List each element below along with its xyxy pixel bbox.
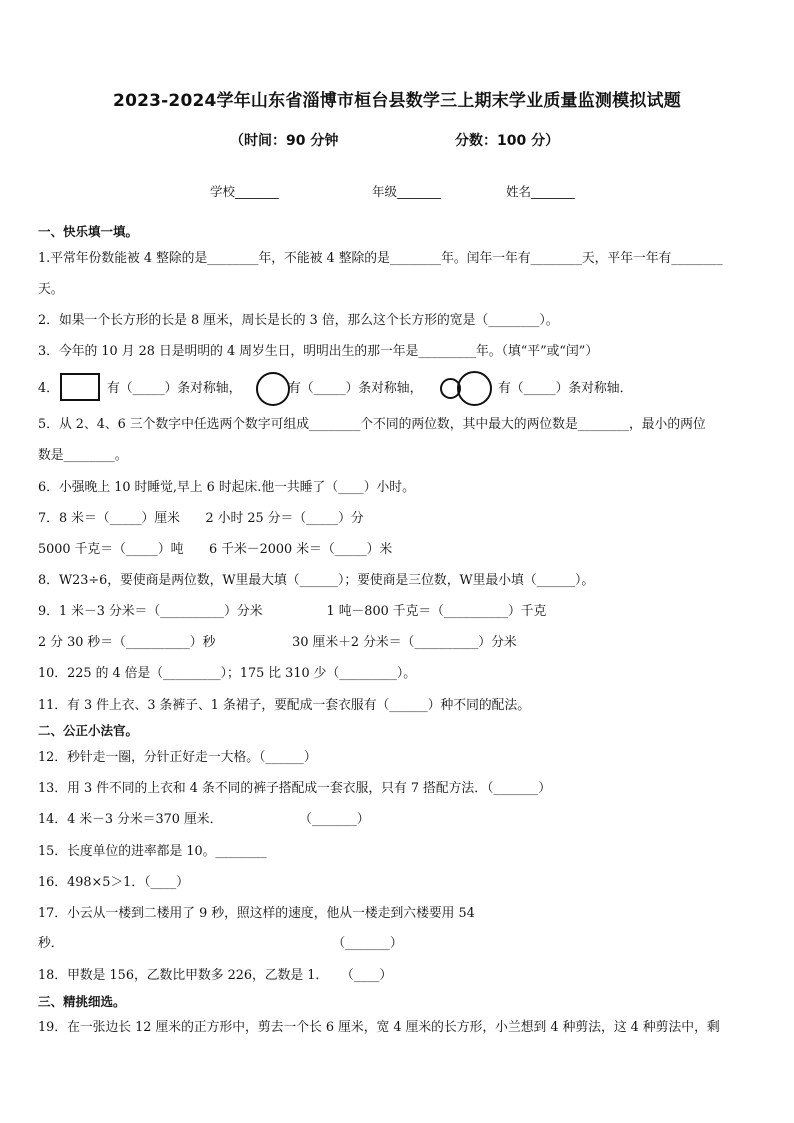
question-2: 2．如果一个长方形的长是 8 厘米，周长是长的 3 倍，那么这个长方形的宽是（________）。: [38, 313, 559, 328]
question-4-number: 4．: [38, 381, 59, 396]
question-19: 19．在一张边长 12 厘米的正方形中，剪去一个长 6 厘米，宽 4 厘米的长方形，小兰想到 4 种剪法，这 4 种剪法中，剩: [38, 1020, 720, 1035]
question-5: 5．从 2、4、6 三个数字中任选两个数字可组成________个不同的两位数，其中最大的两位数是________，最小的两位: [38, 417, 706, 432]
circle-figure: [256, 372, 290, 406]
question-5-cont: 数是________。: [38, 448, 128, 463]
question-13: 13．用 3 件不同的上衣和 4 条不同的裤子搭配成一套衣服，只有 7 搭配方法．（_______）: [38, 781, 552, 796]
question-1-cont: 天。: [38, 282, 64, 297]
question-7: 7．8 米＝（_____）厘米 2 小时 25 分＝（_____）分: [38, 511, 364, 526]
school-field[interactable]: 学校_______: [210, 184, 279, 199]
question-9: 9．1 米－3 分米＝（__________）分米 1 吨－800 千克＝（__________）千克: [38, 604, 547, 619]
question-15: 15．长度单位的进率都是 10。________: [38, 844, 267, 859]
section-heading-3: 三、精挑细选。: [38, 994, 126, 1009]
question-14: 14．4 米－3 分米＝370 厘米． （_______）: [38, 812, 370, 827]
question-7-cont: 5000 千克＝（_____）吨 6 千米－2000 米＝（_____）米: [38, 542, 393, 557]
section-heading-2: 二、公正小法官。: [38, 723, 139, 738]
question-1: 1.平常年份数能被 4 整除的是________年，不能被 4 整除的是________年。闰年一年有________天，平年一年有________: [38, 251, 723, 266]
question-8: 8．W23÷6，要使商是两位数，W里最大填（______）；要使商是三位数，W里最小填（______）。: [38, 573, 595, 588]
question-6: 6．小强晚上 10 时睡觉,早上 6 时起床.他一共睡了（____）小时。: [38, 480, 415, 495]
page-title: 2023-2024学年山东省淄博市桓台县数学三上期末学业质量监测模拟试题: [113, 91, 681, 111]
question-17: 17．小云从一楼到二楼用了 9 秒，照这样的速度，他从一楼走到六楼要用 54: [38, 906, 475, 921]
question-3: 3．今年的 10 月 28 日是明明的 4 周岁生日，明明出生的那一年是_________年。（填“平”或“闰”）: [38, 344, 599, 359]
question-4-part-b: 有（_____）条对称轴，: [288, 381, 423, 396]
grade-field[interactable]: 年级_______: [372, 184, 441, 199]
question-16: 16．498×5＞1．（____）: [38, 875, 189, 890]
question-4-part-c: 有（_____）条对称轴．: [498, 381, 633, 396]
rectangle-figure: [60, 373, 100, 401]
question-10: 10．225 的 4 倍是（_________）；175 比 310 少（_________）。: [38, 666, 417, 681]
exam-time: （时间：90 分钟: [230, 133, 339, 149]
exam-score: 分数：100 分）: [455, 133, 560, 149]
section-heading-1: 一、快乐填一填。: [38, 224, 139, 239]
question-11: 11．有 3 件上衣、3 条裤子、1 条裙子，要配成一套衣服有（______）种不同的配法。: [38, 698, 531, 713]
name-field[interactable]: 姓名_______: [506, 184, 575, 199]
question-9-cont: 2 分 30 秒＝（__________）秒 30 厘米＋2 分米＝（__________）分米: [38, 635, 517, 650]
question-18: 18．甲数是 156，乙数比甲数多 226，乙数是 1． （____）: [38, 968, 393, 983]
question-12: 12．秒针走一圈，分针正好走一大格。（______）: [38, 750, 317, 765]
question-17-cont: 秒． （_______）: [38, 936, 403, 951]
large-circle-figure: [457, 371, 492, 406]
question-4-part-a: 有（_____）条对称轴，: [107, 381, 242, 396]
